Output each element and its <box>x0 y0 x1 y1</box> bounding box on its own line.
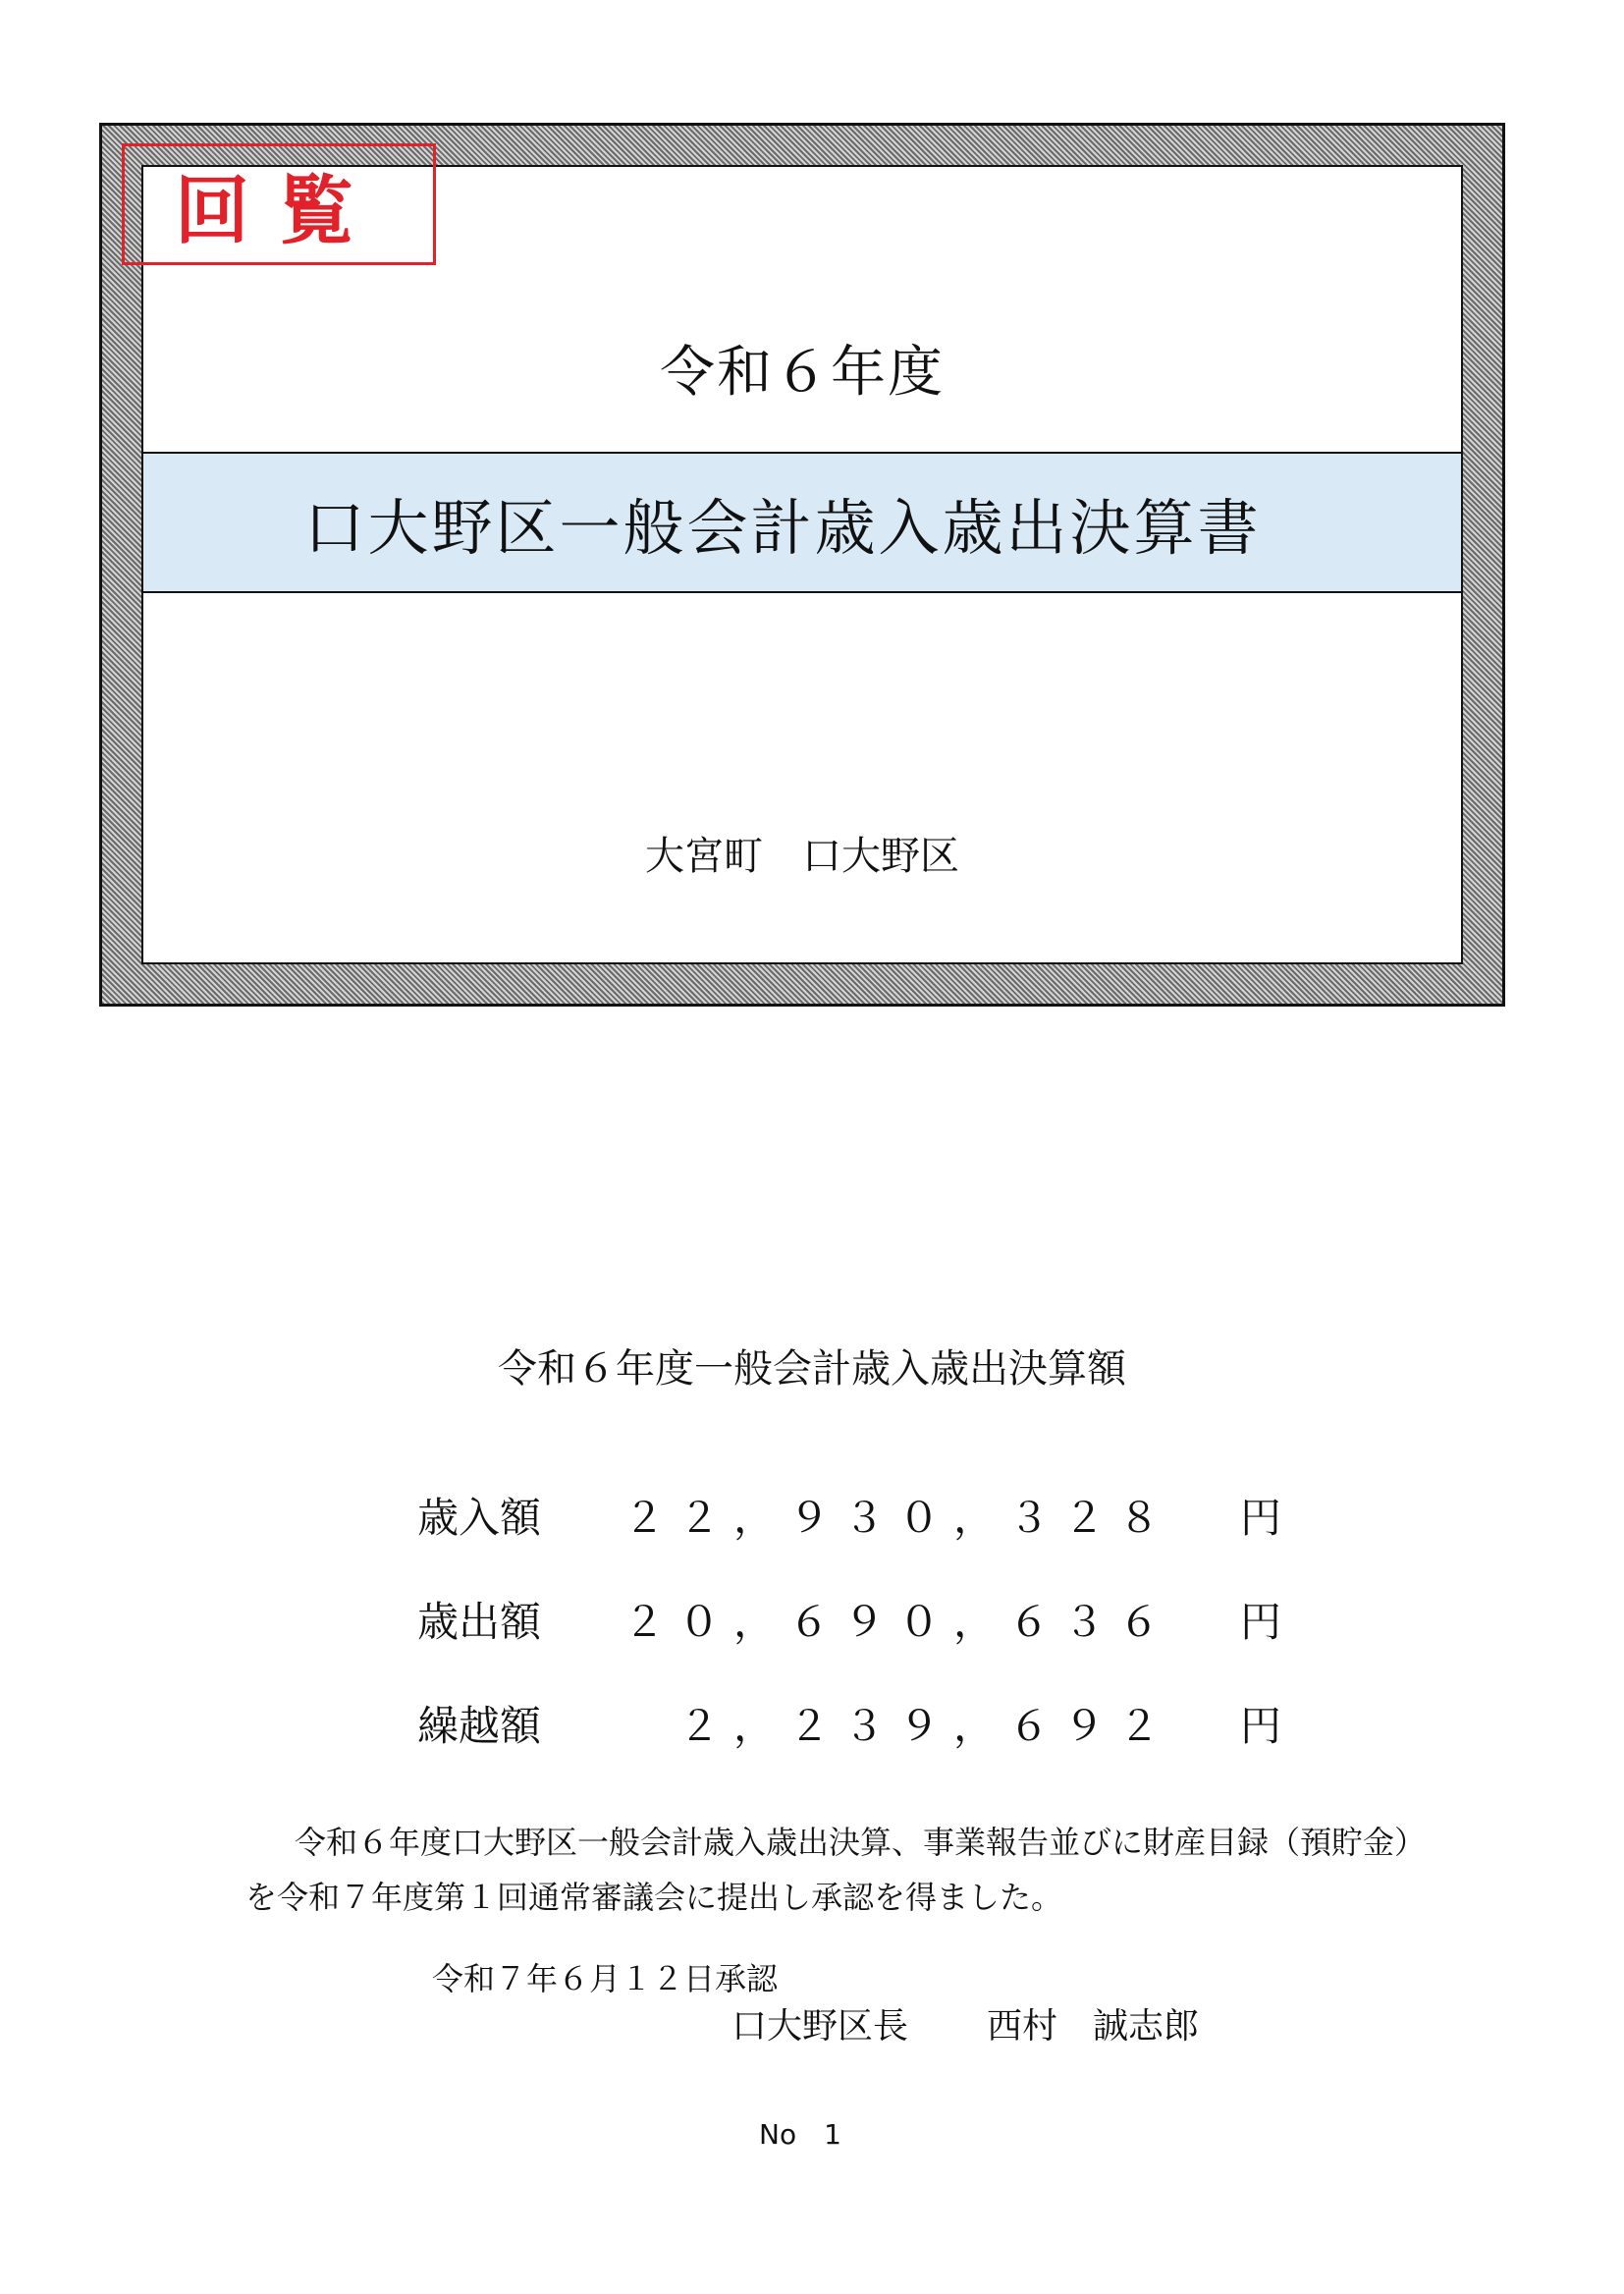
page-number: No 1 <box>759 2118 841 2151</box>
amounts-table <box>417 1486 1281 1798</box>
approval-note <box>245 1815 1463 1925</box>
amount-unit: 円 <box>1239 1702 1281 1750</box>
note-line-1: 令和６年度口大野区一般会計歳入歳出決算、事業報告並びに財産目録（預貯金） <box>295 1824 1427 1861</box>
amount-unit: 円 <box>1239 1598 1281 1646</box>
carryover-row <box>417 1694 1281 1798</box>
document-title: 口大野区一般会計歳入歳出決算書 <box>303 491 1262 564</box>
circulation-stamp <box>122 143 436 265</box>
approval-date: 令和７年６月１２日承認 <box>432 1960 779 1997</box>
title-band <box>143 452 1461 593</box>
expenditure-row <box>417 1590 1281 1694</box>
amount-label: 歳出額 <box>417 1598 542 1646</box>
stamp-text: 回覧 <box>175 166 383 254</box>
amount-value: ２，２３９，６９２ <box>677 1702 1173 1750</box>
signer-name: 西村 誠志郎 <box>987 2006 1200 2047</box>
signer-block <box>731 1998 1199 2048</box>
cover-frame <box>99 123 1505 1007</box>
amount-value: ２０，６９０，６３６ <box>623 1598 1173 1646</box>
organization-name: 大宮町 口大野区 <box>645 834 959 879</box>
amount-label: 繰越額 <box>417 1702 542 1750</box>
fiscal-year: 令和６年度 <box>660 341 945 405</box>
revenue-row <box>417 1486 1281 1590</box>
cover-panel <box>141 165 1463 964</box>
amount-unit: 円 <box>1239 1494 1281 1542</box>
amount-label: 歳入額 <box>417 1494 542 1542</box>
note-line-2: を令和７年度第１回通常審議会に提出し承認を得ました。 <box>245 1879 1063 1916</box>
summary-heading: 令和６年度一般会計歳入歳出決算額 <box>498 1346 1126 1392</box>
signer-title: 口大野区長 <box>731 2006 909 2047</box>
amount-value: ２２，９３０，３２８ <box>623 1494 1173 1542</box>
